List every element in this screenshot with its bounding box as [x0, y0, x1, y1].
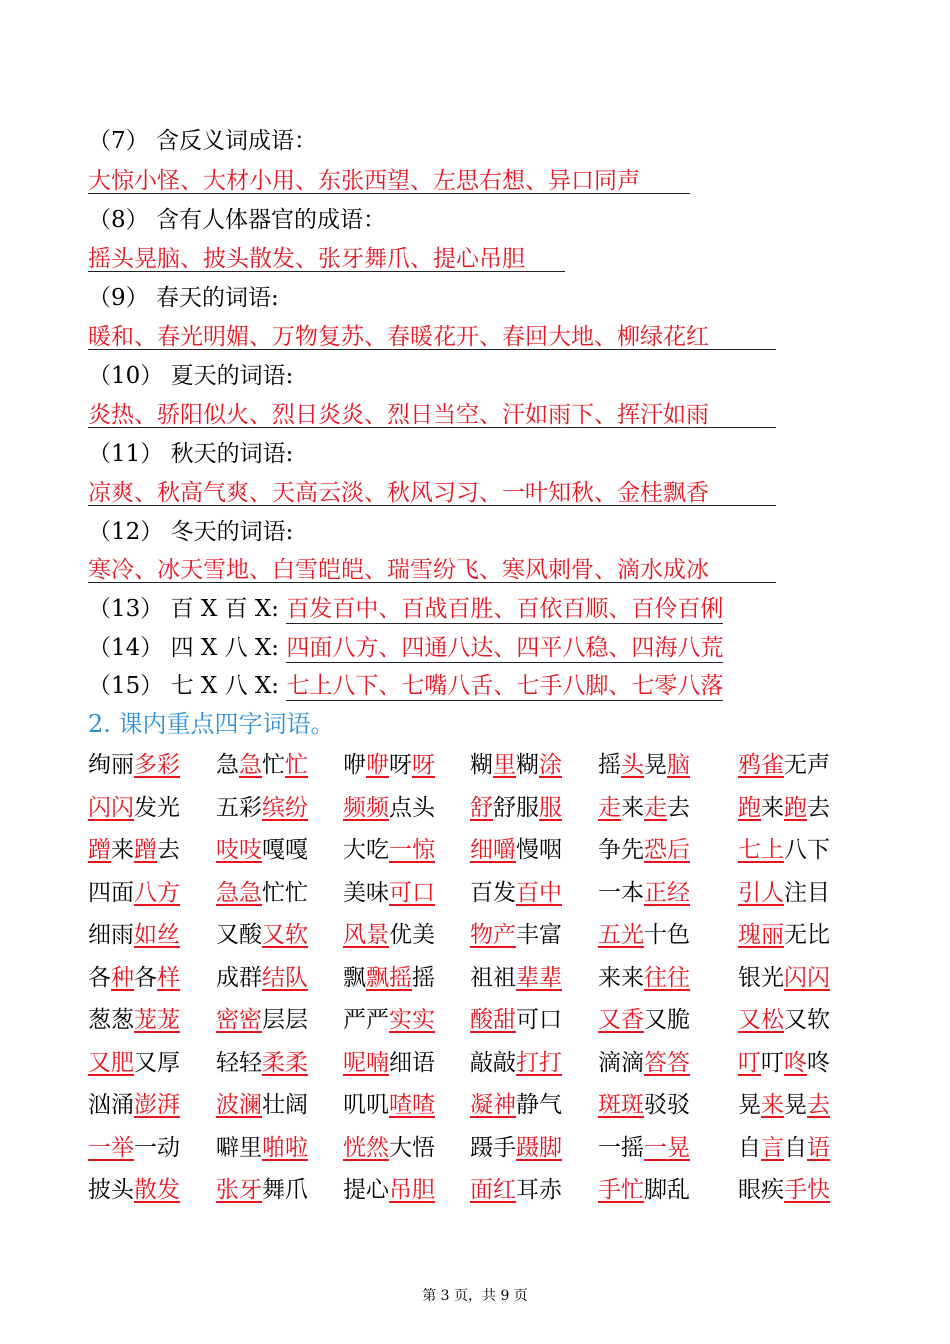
word-segment: 层层	[262, 1007, 308, 1033]
section-8-label: （8） 含有人体器官的成语：	[88, 207, 386, 233]
answer-segment: 来	[761, 1092, 784, 1118]
word-segment: 驳驳	[644, 1092, 690, 1118]
answer-segment: 种	[111, 964, 134, 991]
word-cell	[216, 789, 308, 827]
answer-segment: 跑	[784, 794, 807, 821]
section-15-label: （15） 七 X 八 X:	[88, 673, 280, 699]
word-segment: 去	[807, 794, 830, 821]
word-cell	[738, 874, 830, 912]
word-segment: 丰富	[516, 922, 562, 948]
answer-segment: 吊胆	[389, 1177, 435, 1203]
word-cell	[343, 831, 435, 869]
word-segment: 又脆	[644, 1007, 690, 1033]
word-row	[88, 1129, 868, 1172]
answer-segment: 闪闪	[784, 964, 830, 991]
word-segment: 严严	[343, 1007, 389, 1033]
answer-segment: 里	[493, 752, 516, 778]
answer-segment: 鸦雀	[738, 752, 784, 778]
word-segment: 各	[88, 964, 111, 991]
answer-segment: 茏茏	[134, 1007, 180, 1033]
word-segment: 呀	[389, 752, 412, 778]
word-segment: 晃	[644, 752, 667, 778]
word-cell	[216, 1001, 308, 1039]
word-row	[88, 1001, 868, 1044]
word-segment: 去	[667, 794, 690, 821]
word-segment: 咚	[807, 1049, 830, 1076]
word-cell	[343, 916, 435, 954]
word-segment: 自	[784, 1134, 807, 1161]
word-cell	[598, 746, 690, 784]
answer-segment: 百中	[516, 879, 562, 906]
word-cell	[738, 1129, 830, 1167]
word-row	[88, 874, 868, 917]
answer-segment: 脑	[667, 752, 690, 778]
section-7-label: （7） 含反义词成语：	[88, 128, 317, 154]
word-cell	[216, 1171, 308, 1209]
section-15-answer: 七上八下、七嘴八舌、七手八脚、七零八落	[286, 673, 724, 699]
word-segment: 轻轻	[216, 1049, 262, 1076]
answer-underline	[88, 582, 776, 583]
word-segment: 披头	[88, 1177, 134, 1203]
word-row	[88, 959, 868, 1002]
word-cell	[598, 1171, 690, 1209]
word-segment: 急	[216, 752, 239, 778]
answer-segment: 缤纷	[262, 794, 308, 821]
word-segment: 耳赤	[516, 1177, 562, 1203]
answer-segment: 瑰丽	[738, 922, 784, 948]
section-9-label: （9） 春天的词语:	[88, 285, 279, 311]
word-cell	[470, 1171, 562, 1209]
answer-segment: 面红	[470, 1177, 516, 1203]
section-11-label: （11） 秋天的词语:	[88, 441, 294, 467]
answer-segment: 频频	[343, 794, 389, 821]
section-9-answer: 暖和、春光明媚、万物复苏、春暖花开、春回大地、柳绿花红	[88, 324, 709, 350]
word-segment: 舞爪	[262, 1177, 308, 1203]
word-cell	[343, 959, 435, 997]
word-segment: 叽叽	[343, 1092, 389, 1118]
word-segment: 无声	[784, 752, 830, 778]
word-cell	[598, 916, 690, 954]
word-segment: 来	[621, 794, 644, 821]
word-grid	[88, 746, 868, 1214]
answer-segment: 五光	[598, 922, 644, 948]
section-13	[88, 592, 723, 626]
answer-segment: 斑斑	[598, 1092, 644, 1118]
answer-segment: 飘摇	[366, 964, 412, 991]
word-cell	[598, 1086, 690, 1124]
word-cell	[738, 959, 830, 997]
word-row	[88, 1086, 868, 1129]
word-segment: 争先	[598, 837, 644, 863]
word-segment: 摇	[598, 752, 621, 778]
word-segment: 细雨	[88, 922, 134, 948]
answer-segment: 结队	[262, 964, 308, 991]
answer-segment: 恍然	[343, 1134, 389, 1161]
answer-segment: 酸甜	[470, 1007, 516, 1033]
word-cell	[470, 1044, 562, 1082]
word-cell	[88, 959, 180, 997]
answer-segment: 走	[598, 794, 621, 821]
word-segment: 点头	[389, 794, 435, 821]
word-segment: 一动	[134, 1134, 180, 1161]
answer-segment: 多彩	[134, 752, 180, 778]
answer-segment: 走	[644, 794, 667, 821]
section-7-answer: 大惊小怪、大材小用、东张西望、左思右想、异口同声	[88, 168, 640, 194]
answer-segment: 去	[807, 1092, 830, 1118]
answer-segment: 一举	[88, 1134, 134, 1161]
word-cell	[598, 1044, 690, 1082]
answer-segment: 物产	[470, 922, 516, 948]
word-row	[88, 916, 868, 959]
word-cell	[88, 746, 180, 784]
answer-segment: 可口	[389, 879, 435, 906]
answer-segment: 跑	[738, 794, 761, 821]
answer-segment: 蹑脚	[516, 1134, 562, 1161]
section-10-label: （10） 夏天的词语:	[88, 363, 294, 389]
answer-segment: 引人	[738, 879, 784, 906]
word-segment: 忙忙	[262, 879, 308, 906]
word-cell	[88, 1171, 180, 1209]
word-cell	[470, 1129, 562, 1167]
word-segment: 细语	[389, 1049, 435, 1076]
answer-segment: 答答	[644, 1049, 690, 1076]
word-cell	[343, 874, 435, 912]
word-segment: 八下	[784, 837, 830, 863]
word-segment: 来	[761, 794, 784, 821]
word-segment: 糊	[516, 752, 539, 778]
word-row	[88, 789, 868, 832]
word-cell	[470, 746, 562, 784]
word-cell	[343, 1171, 435, 1209]
word-cell	[216, 1086, 308, 1124]
word-cell	[738, 916, 830, 954]
word-segment: 又酸	[216, 922, 262, 948]
answer-segment: 又肥	[88, 1049, 134, 1076]
word-cell	[738, 789, 830, 827]
word-cell	[88, 831, 180, 869]
word-cell	[216, 831, 308, 869]
answer-segment: 语	[807, 1134, 830, 1161]
answer-segment: 凝神	[470, 1092, 516, 1118]
section-13-answer: 百发百中、百战百胜、百依百顺、百伶百俐	[286, 596, 724, 622]
section-13-label: （13） 百 X 百 X:	[88, 596, 280, 622]
word-segment: 咿	[343, 752, 366, 778]
answer-segment: 往往	[644, 964, 690, 991]
section-12-label: （12） 冬天的词语:	[88, 519, 294, 545]
word-cell	[216, 1129, 308, 1167]
word-segment: 又厚	[134, 1049, 180, 1076]
word-segment: 壮阔	[262, 1092, 308, 1118]
answer-segment: 又香	[598, 1007, 644, 1033]
answer-segment: 咿	[366, 752, 389, 778]
word-cell	[343, 789, 435, 827]
word-cell	[343, 746, 435, 784]
word-cell	[470, 959, 562, 997]
word-cell	[738, 1086, 830, 1124]
word-segment: 嘎嘎	[262, 837, 308, 863]
word-cell	[598, 789, 690, 827]
word-segment: 糊	[470, 752, 493, 778]
word-segment: 百发	[470, 879, 516, 906]
word-segment: 来	[111, 837, 134, 863]
answer-segment: 咚	[784, 1049, 807, 1076]
word-segment: 发光	[134, 794, 180, 821]
answer-segment: 忙	[285, 752, 308, 778]
word-cell	[343, 1044, 435, 1082]
section-10-answer: 炎热、骄阳似火、烈日炎炎、烈日当空、汗如雨下、挥汗如雨	[88, 402, 709, 428]
answer-segment: 服	[539, 794, 562, 821]
answer-segment: 波澜	[216, 1092, 262, 1118]
answer-segment: 喳喳	[389, 1092, 435, 1118]
word-cell	[738, 831, 830, 869]
word-segment: 一摇	[598, 1134, 644, 1161]
answer-underline	[88, 193, 690, 194]
answer-segment: 柔柔	[262, 1049, 308, 1076]
answer-segment: 涂	[539, 752, 562, 778]
word-segment: 又软	[784, 1007, 830, 1033]
word-segment: 摇	[412, 964, 435, 991]
word-segment: 四面	[88, 879, 134, 906]
answer-segment: 叮	[738, 1049, 761, 1076]
answer-segment: 吱吱	[216, 837, 262, 863]
word-segment: 慢咽	[516, 837, 562, 863]
answer-segment: 一晃	[644, 1134, 690, 1161]
word-segment: 来来	[598, 964, 644, 991]
word-segment: 各	[134, 964, 157, 991]
word-segment: 绚丽	[88, 752, 134, 778]
word-segment: 眼疾	[738, 1177, 784, 1203]
answer-segment: 张牙	[216, 1177, 262, 1203]
word-segment: 自	[738, 1134, 761, 1161]
word-cell	[738, 1171, 830, 1209]
word-segment: 可口	[516, 1007, 562, 1033]
word-cell	[470, 916, 562, 954]
word-cell	[598, 1129, 690, 1167]
word-segment: 静气	[516, 1092, 562, 1118]
word-segment: 提心	[343, 1177, 389, 1203]
answer-underline	[88, 349, 776, 350]
word-cell	[470, 831, 562, 869]
word-segment: 忙	[262, 752, 285, 778]
answer-segment: 实实	[389, 1007, 435, 1033]
word-segment: 蹑手	[470, 1134, 516, 1161]
section-14-label: （14） 四 X 八 X:	[88, 635, 280, 661]
answer-segment: 散发	[134, 1177, 180, 1203]
answer-segment: 打打	[516, 1049, 562, 1076]
word-segment: 美味	[343, 879, 389, 906]
word-cell	[598, 831, 690, 869]
word-segment: 汹涌	[88, 1092, 134, 1118]
answer-segment: 澎湃	[134, 1092, 180, 1118]
word-cell	[88, 916, 180, 954]
word-cell	[598, 874, 690, 912]
answer-segment: 蹭	[88, 837, 111, 863]
answer-segment: 蹭	[134, 837, 157, 863]
answer-segment: 七上	[738, 837, 784, 863]
word-segment: 十色	[644, 922, 690, 948]
section-2-heading: 2. 课内重点四字词语。	[88, 710, 335, 738]
word-cell	[470, 1086, 562, 1124]
word-cell	[216, 916, 308, 954]
answer-segment: 密密	[216, 1007, 262, 1033]
word-cell	[598, 959, 690, 997]
section-8-answer: 摇头晃脑、披头散发、张牙舞爪、提心吊胆	[88, 246, 525, 272]
answer-underline	[88, 505, 776, 506]
word-segment: 飘	[343, 964, 366, 991]
answer-segment: 如丝	[134, 922, 180, 948]
answer-segment: 一惊	[389, 837, 435, 863]
word-row	[88, 1171, 868, 1214]
word-cell	[88, 1129, 180, 1167]
word-segment: 五彩	[216, 794, 262, 821]
word-segment: 银光	[738, 964, 784, 991]
answer-segment: 又松	[738, 1007, 784, 1033]
answer-segment: 样	[157, 964, 180, 991]
answer-segment: 恐后	[644, 837, 690, 863]
word-cell	[216, 874, 308, 912]
answer-segment: 急	[239, 752, 262, 778]
word-cell	[470, 874, 562, 912]
word-cell	[88, 789, 180, 827]
word-segment: 敲敲	[470, 1049, 516, 1076]
section-15	[88, 669, 723, 703]
answer-underline	[88, 427, 776, 428]
word-row	[88, 831, 868, 874]
word-segment: 晃	[784, 1092, 807, 1118]
word-segment: 祖祖	[470, 964, 516, 991]
word-segment: 晃	[738, 1092, 761, 1118]
answer-segment: 闪闪	[88, 794, 134, 821]
word-segment: 大悟	[389, 1134, 435, 1161]
word-cell	[598, 1001, 690, 1039]
answer-segment: 又软	[262, 922, 308, 948]
word-segment: 去	[157, 837, 180, 863]
answer-segment: 舒	[470, 794, 493, 821]
answer-segment: 细嚼	[470, 837, 516, 863]
word-segment: 滴滴	[598, 1049, 644, 1076]
answer-segment: 头	[621, 752, 644, 778]
word-cell	[343, 1129, 435, 1167]
word-segment: 一本	[598, 879, 644, 906]
word-cell	[216, 746, 308, 784]
word-cell	[216, 1044, 308, 1082]
word-cell	[470, 789, 562, 827]
answer-segment: 言	[761, 1134, 784, 1161]
word-row	[88, 746, 868, 789]
answer-segment: 呢喃	[343, 1049, 389, 1076]
word-segment: 注目	[784, 879, 830, 906]
word-cell	[343, 1001, 435, 1039]
section-14	[88, 631, 723, 665]
word-segment: 舒服	[493, 794, 539, 821]
answer-segment: 正经	[644, 879, 690, 906]
answer-segment: 八方	[134, 879, 180, 906]
word-cell	[343, 1086, 435, 1124]
word-segment: 叮	[761, 1049, 784, 1076]
word-cell	[738, 1044, 830, 1082]
word-segment: 葱葱	[88, 1007, 134, 1033]
answer-segment: 手忙	[598, 1177, 644, 1203]
section-14-answer: 四面八方、四通八达、四平八稳、四海八荒	[286, 635, 724, 661]
word-cell	[88, 1001, 180, 1039]
answer-segment: 急急	[216, 879, 262, 906]
answer-segment: 呀	[412, 752, 435, 778]
word-segment: 优美	[389, 922, 435, 948]
word-cell	[738, 746, 830, 784]
word-segment: 无比	[784, 922, 830, 948]
word-row	[88, 1044, 868, 1087]
answer-underline	[88, 271, 565, 272]
section-11-answer: 凉爽、秋高气爽、天高云淡、秋风习习、一叶知秋、金桂飘香	[88, 480, 709, 506]
answer-segment: 风景	[343, 922, 389, 948]
word-segment: 大吃	[343, 837, 389, 863]
word-cell	[216, 959, 308, 997]
word-cell	[88, 1044, 180, 1082]
answer-segment: 手快	[784, 1177, 830, 1203]
answer-segment: 啪啦	[262, 1134, 308, 1161]
section-12-answer: 寒冷、冰天雪地、白雪皑皑、瑞雪纷飞、寒风刺骨、滴水成冰	[88, 557, 709, 583]
word-cell	[738, 1001, 830, 1039]
word-cell	[88, 874, 180, 912]
answer-segment: 辈辈	[516, 964, 562, 991]
word-cell	[470, 1001, 562, 1039]
page-footer: 第 3 页，共 9 页	[422, 1288, 528, 1304]
word-segment: 噼里	[216, 1134, 262, 1161]
word-segment: 脚乱	[644, 1177, 690, 1203]
word-segment: 成群	[216, 964, 262, 991]
word-cell	[88, 1086, 180, 1124]
